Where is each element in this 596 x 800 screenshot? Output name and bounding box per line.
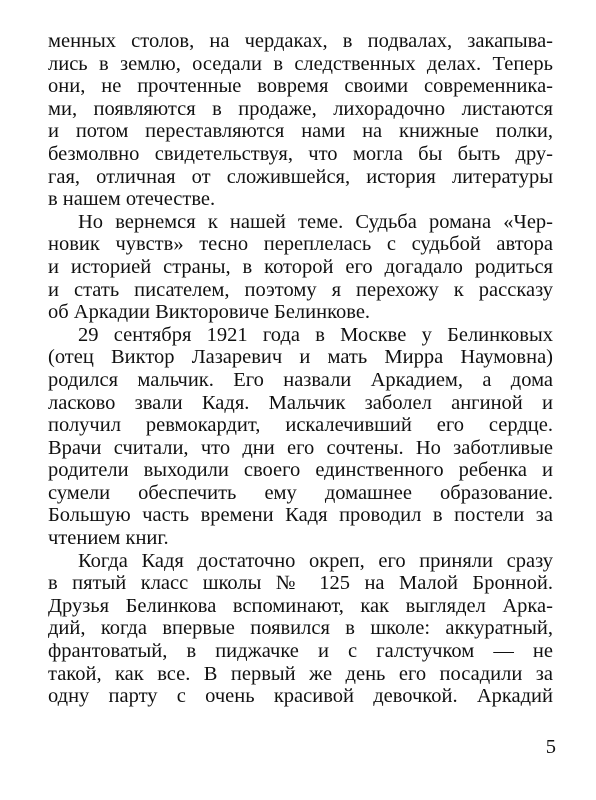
text-line: об Аркадии Викторовиче Белинкове.	[48, 301, 371, 324]
text-line: родился мальчик. Его назвали Аркадием, а дома	[48, 368, 553, 391]
text-line: Но вернемся к нашей теме. Судьба романа «Чер-	[78, 210, 553, 233]
text-line: дий, когда впервые появился в школе: аккуратный,	[48, 617, 553, 640]
text-line: (отец Виктор Лазаревич и мать Мирра Наумовна)	[48, 346, 553, 369]
text-line: и стать писателем, поэтому я перехожу к рассказу	[48, 278, 553, 301]
text-line: 29 сентября 1921 года в Москве у Белинковых	[78, 323, 553, 346]
text-line: Большую часть времени Кадя проводил в постели за	[48, 504, 553, 527]
text-line: гая, отличная от сложившейся, история литературы	[48, 165, 553, 188]
text-line: в нашем отечестве.	[48, 188, 216, 211]
text-line: лись в землю, оседали в следственных делах. Теперь	[48, 52, 553, 75]
text-line: чтением книг.	[48, 527, 169, 550]
text-line: сумели обеспечить ему домашнее образование.	[48, 481, 553, 504]
text-line: родители выходили своего единственного ребенка и	[48, 459, 553, 482]
text-line: ми, появляются в продаже, лихорадочно листаются	[48, 97, 553, 120]
text-line: получил ревмокардит, искалечивший его сердце.	[48, 414, 553, 437]
text-line: они, не прочтенные вовремя своими современника-	[48, 75, 553, 98]
page-number: 5	[545, 736, 556, 758]
text-line: в пятый класс школы № 125 на Малой Бронной.	[48, 572, 553, 595]
text-line: Друзья Белинкова вспоминают, как выглядел Арка-	[48, 594, 553, 617]
text-line: такой, как все. В первый же день его посадили за	[48, 662, 553, 685]
text-line: Когда Кадя достаточно окреп, его приняли сразу	[78, 549, 553, 572]
text-line: безмолвно свидетельствуя, что могла бы быть дру-	[48, 142, 553, 165]
text-line: и историей страны, в которой его догадало родиться	[48, 255, 553, 278]
text-line: ласково звали Кадя. Мальчик заболел ангиной и	[48, 391, 553, 414]
body-text	[48, 30, 553, 708]
text-line: и потом переставляются нами на книжные полки,	[48, 120, 553, 143]
text-line: франтоватый, в пиджачке и с галстучком — не	[48, 640, 553, 663]
text-line: новик чувств» тесно переплелась с судьбой автора	[48, 233, 553, 256]
text-line: одну парту с очень красивой девочкой. Аркадий	[48, 685, 553, 708]
text-line: менных столов, на чердаках, в подвалах, закапыва-	[48, 30, 553, 52]
text-line: Врачи считали, что дни его сочтены. Но заботливые	[48, 436, 553, 459]
